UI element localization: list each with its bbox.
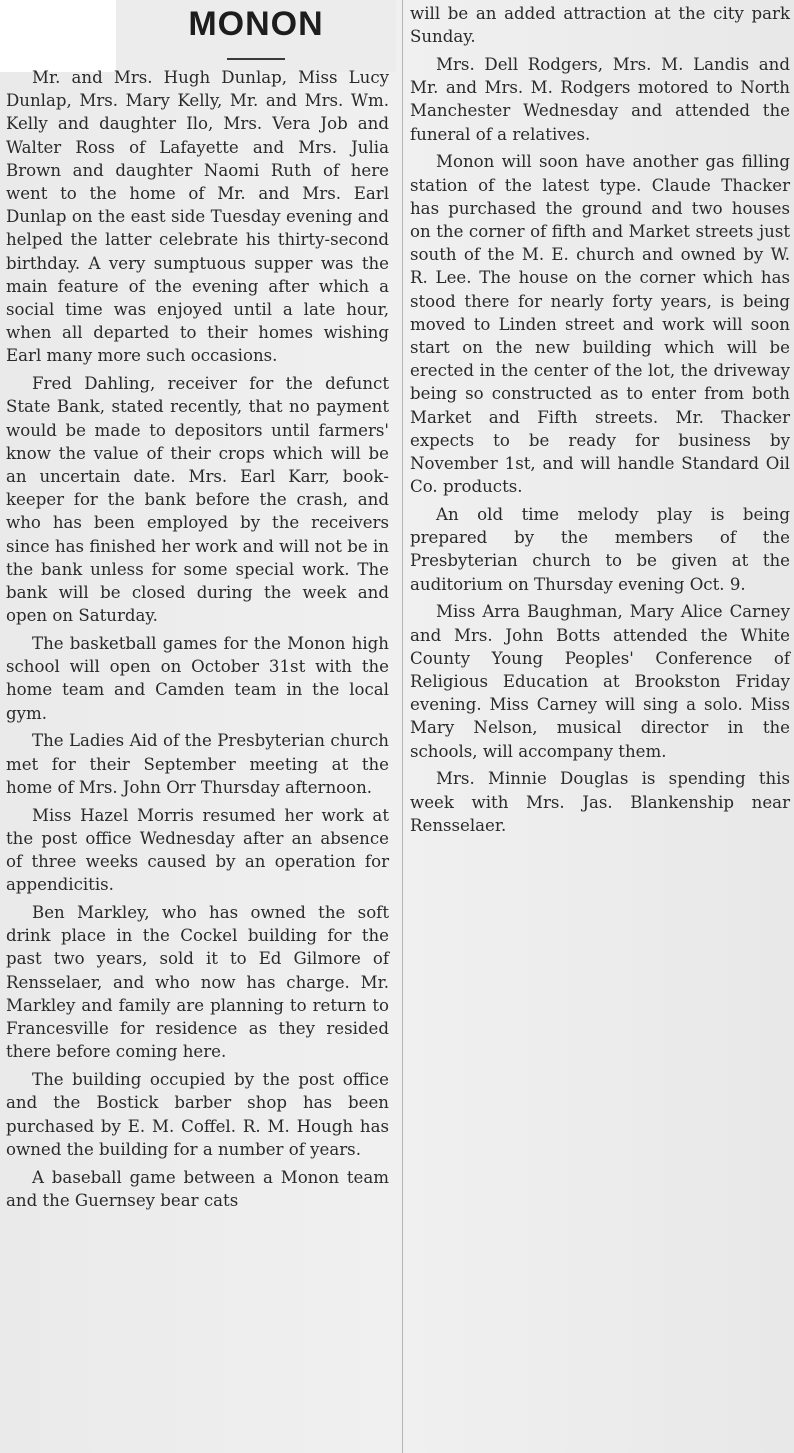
paragraph-gas-station: Monon will soon have another gas filling station of the latest type. Claude Thacker has purchased the ground and two houses on the corner of fifth and Market streets just south of the M. E. church and owned by W. R. Lee. The house on the corner which has stood there for nearly forty years, is being moved to Linden street and work will soon start on the new building which will be erected in the center of the lot, the driveway being so constructed as to enter from both Market and Fifth streets. Mr. Thacker expects to be ready for business by November 1st, and will handle Standard Oil Co. products. — [410, 152, 790, 497]
headline-rule — [227, 58, 285, 60]
column-divider — [402, 0, 403, 1453]
paragraph-ben-markley: Ben Markley, who has owned the soft drink place in the Cockel building for the past two years, sold it to Ed Gilmore of Rensselaer, and who now has charge. Mr. Markley and family are planning to return to Francesville for residence as they resided there before coming here. — [6, 903, 389, 1062]
headline-block — [116, 0, 396, 72]
paragraph-hazel-morris: Miss Hazel Morris resumed her work at the post office Wednesday after an absence of three weeks caused by an operation for appendicitis. — [6, 805, 389, 895]
corner-blank — [0, 0, 116, 72]
paragraph-ladies-aid: The Ladies Aid of the Presbyterian church met for their September meeting at the home of Mrs. John Orr Thursday afternoon. — [6, 731, 389, 797]
left-column — [6, 66, 389, 1217]
paragraph-youth-conference: Miss Arra Baughman, Mary Alice Carney and Mrs. John Botts attended the White County Young Peoples' Conference of Religious Education at Brookston Friday evening. Miss Carney will sing a solo. Miss Mary Nelson, musical director in the schools, will accompany them. — [410, 602, 790, 761]
paragraph-rodgers-funeral: Mrs. Dell Rodgers, Mrs. M. Landis and Mr. and Mrs. M. Rodgers motored to North Manchester Wednesday and attended the funeral of a relatives. — [410, 55, 790, 144]
paragraph-melody-play: An old time melody play is being prepared by the members of the Presbyterian church to be given at the auditorium on Thursday evening Oct. 9. — [410, 505, 790, 594]
right-column — [410, 2, 790, 842]
paragraph-baseball-continued: will be an added attraction at the city park Sunday. — [410, 4, 790, 47]
paragraph-basketball: The basketball games for the Monon high school will open on October 31st with the home team and Camden team in the local gym. — [6, 634, 389, 723]
page-title: MONON — [188, 5, 324, 43]
paragraph-dunlap-birthday: Mr. and Mrs. Hugh Dunlap, Miss Lucy Dunlap, Mrs. Mary Kelly, Mr. and Mrs. Wm. Kelly and daughter Ilo, Mrs. Vera Job and Walter Ross of Lafayette and Mrs. Julia Brown and daughter Naomi Ruth of here went to the home of Mr. and Mrs. Earl Dunlap on the east side Tuesday evening and helped the latter celebrate his thirty-second birthday. A very sumptuous supper was the main feature of the evening after which a social time was enjoyed until a late hour, when all departed to their homes wishing Earl many more such occasions. — [6, 68, 389, 366]
paragraph-state-bank: Fred Dahling, receiver for the defunct State Bank, stated recently, that no payment would be made to depositors until farmers' know the value of their crops which will be an uncertain date. Mrs. Earl Karr, bookkeeper for the bank before the crash, and who has been employed by the receivers since has finished her work and will not be in the bank unless for some special work. The bank will be closed during the week and open on Saturday. — [6, 374, 389, 626]
paragraph-minnie-douglas: Mrs. Minnie Douglas is spending this week with Mrs. Jas. Blankenship near Rensselaer. — [410, 769, 790, 835]
paragraph-post-office-building: The building occupied by the post office and the Bostick barber shop has been purchased by E. M. Coffel. R. M. Hough has owned the building for a number of years. — [6, 1070, 389, 1159]
paragraph-baseball: A baseball game between a Monon team and the Guernsey bear cats — [6, 1167, 389, 1210]
